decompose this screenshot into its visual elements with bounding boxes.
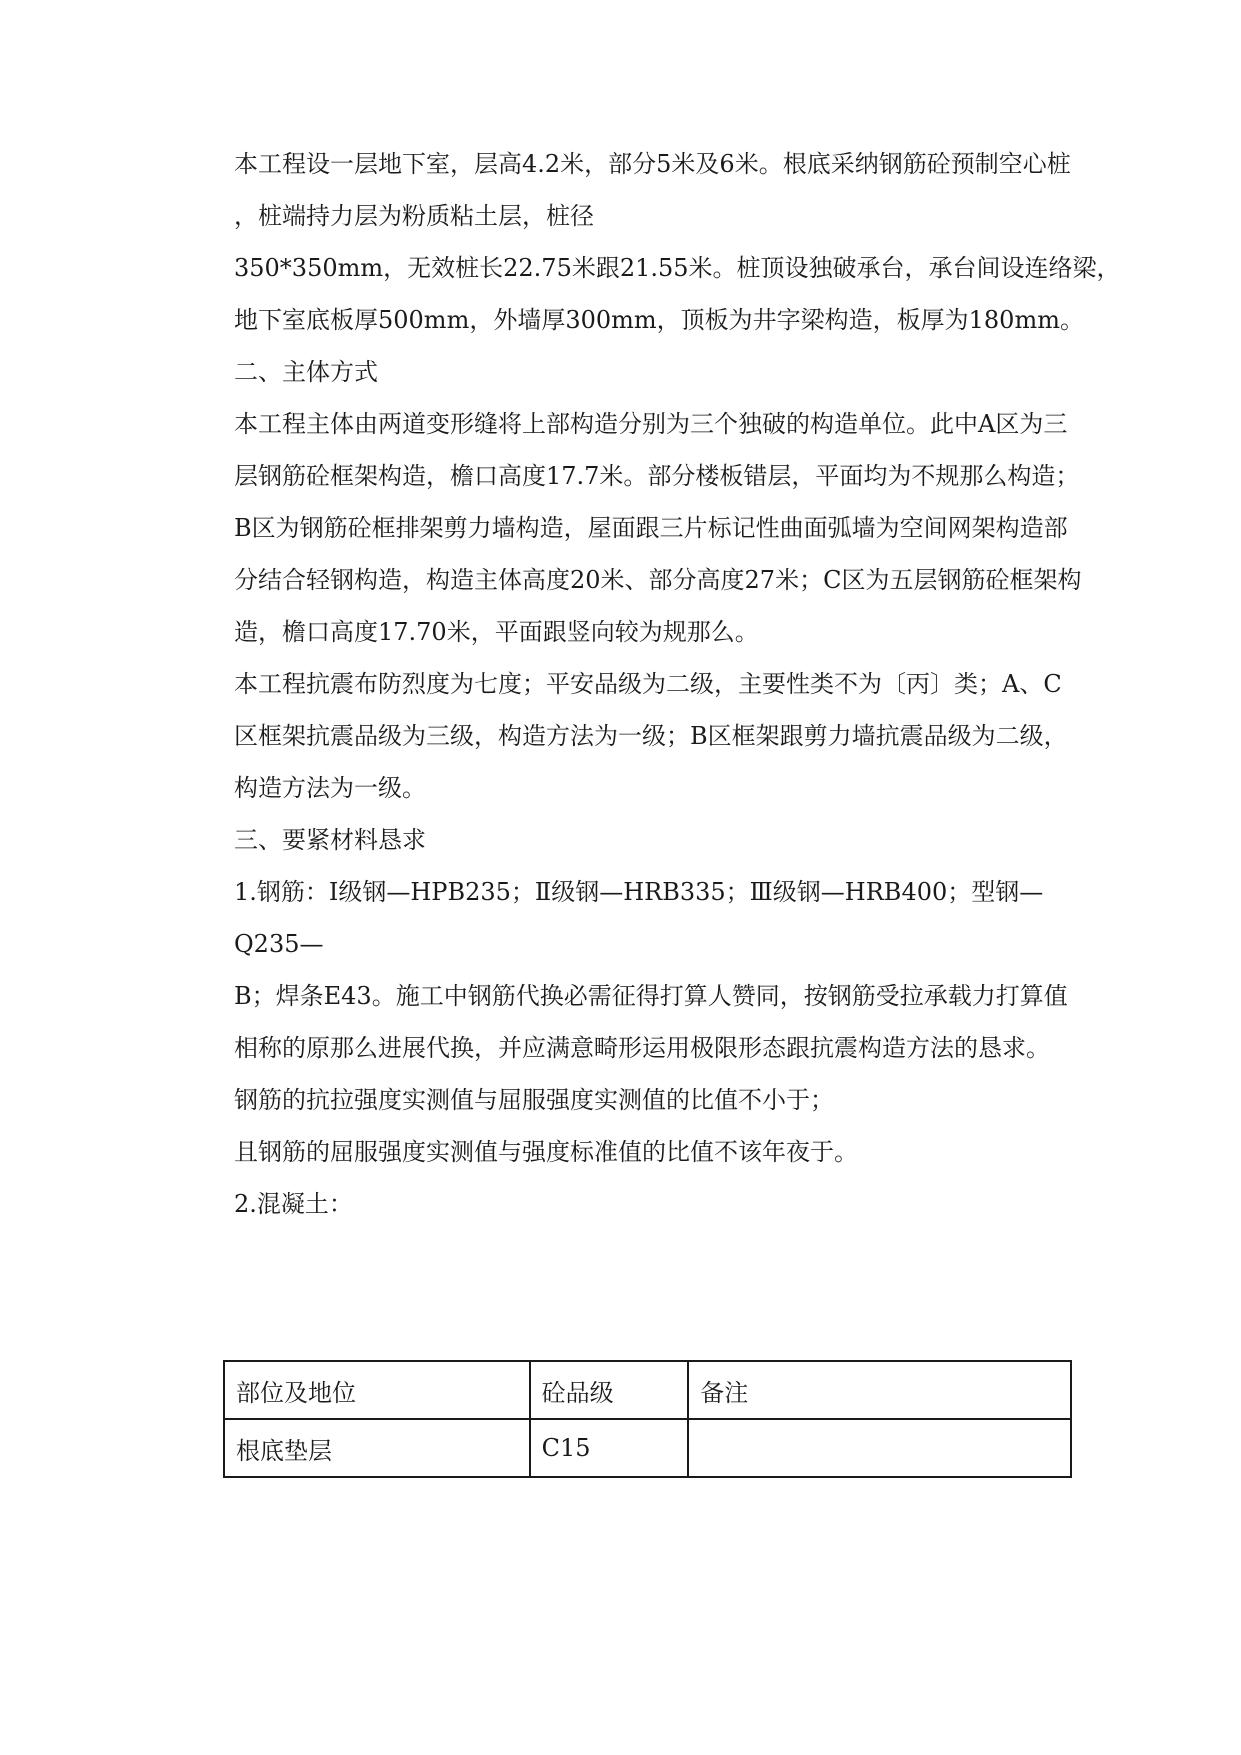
paragraph-line: 本工程主体由两道变形缝将上部构造分别为三个独破的构造单位。此中A区为三 [234, 410, 1068, 438]
table-header-cell: 砼品级 [530, 1361, 689, 1419]
table-header-cell: 备注 [688, 1361, 1071, 1419]
paragraph-line: 本工程设一层地下室，层高4.2米，部分5米及6米。根底采纳钢筋砼预制空心桩 [234, 150, 1071, 178]
section-heading: 二、主体方式 [234, 358, 378, 386]
table-cell: C15 [530, 1419, 689, 1477]
table-cell: 根底垫层 [224, 1419, 530, 1477]
paragraph-line: 地下室底板厚500mm，外墙厚300mm，顶板为井字梁构造，板厚为180mm。 [234, 306, 1084, 334]
paragraph-line: B区为钢筋砼框排架剪力墙构造，屋面跟三片标记性曲面弧墙为空间网架构造部 [234, 514, 1068, 542]
paragraph-line: 造，檐口高度17.70米，平面跟竖向较为规那么。 [234, 618, 759, 646]
concrete-grade-table [223, 1360, 1072, 1478]
paragraph-line: 相称的原那么进展代换，并应满意畸形运用极限形态跟抗震构造方法的恳求。 [234, 1034, 1050, 1062]
table-cell [688, 1419, 1071, 1477]
section-heading: 三、要紧材料恳求 [234, 826, 426, 854]
paragraph-line: 构造方法为一级。 [234, 774, 426, 802]
paragraph-line: 且钢筋的屈服强度实测值与强度标准值的比值不该年夜于。 [234, 1138, 858, 1166]
paragraph-line: 层钢筋砼框架构造，檐口高度17.7米。部分楼板错层，平面均为不规那么构造； [234, 462, 1080, 490]
table-header-cell: 部位及地位 [224, 1361, 530, 1419]
paragraph-line: Q235— [234, 930, 324, 958]
paragraph-line: B；焊条E43。施工中钢筋代换必需征得打算人赞同，按钢筋受拉承载力打算值 [234, 982, 1068, 1010]
paragraph-line: 1.钢筋：Ⅰ级钢—HPB235；Ⅱ级钢—HRB335；Ⅲ级钢—HRB400；型钢— [234, 878, 1044, 906]
table-header-row [224, 1361, 1071, 1419]
paragraph-line: 区框架抗震品级为三级，构造方法为一级；B区框架跟剪力墙抗震品级为二级， [234, 722, 1068, 750]
paragraph-line: 2.混凝土： [234, 1190, 353, 1218]
paragraph-line: 本工程抗震布防烈度为七度；平安品级为二级，主要性类不为〔丙〕类；A、C [234, 670, 1062, 698]
paragraph-line: ，桩端持力层为粉质粘土层，桩径 [234, 202, 594, 230]
paragraph-line: 钢筋的抗拉强度实测值与屈服强度实测值的比值不小于； [234, 1086, 834, 1114]
paragraph-line: 350*350mm，无效桩长22.75米跟21.55米。桩顶设独破承台，承台间设连络梁， [234, 254, 1121, 282]
paragraph-line: 分结合轻钢构造，构造主体高度20米、部分高度27米；C区为五层钢筋砼框架构 [234, 566, 1082, 594]
table-row [224, 1419, 1071, 1477]
